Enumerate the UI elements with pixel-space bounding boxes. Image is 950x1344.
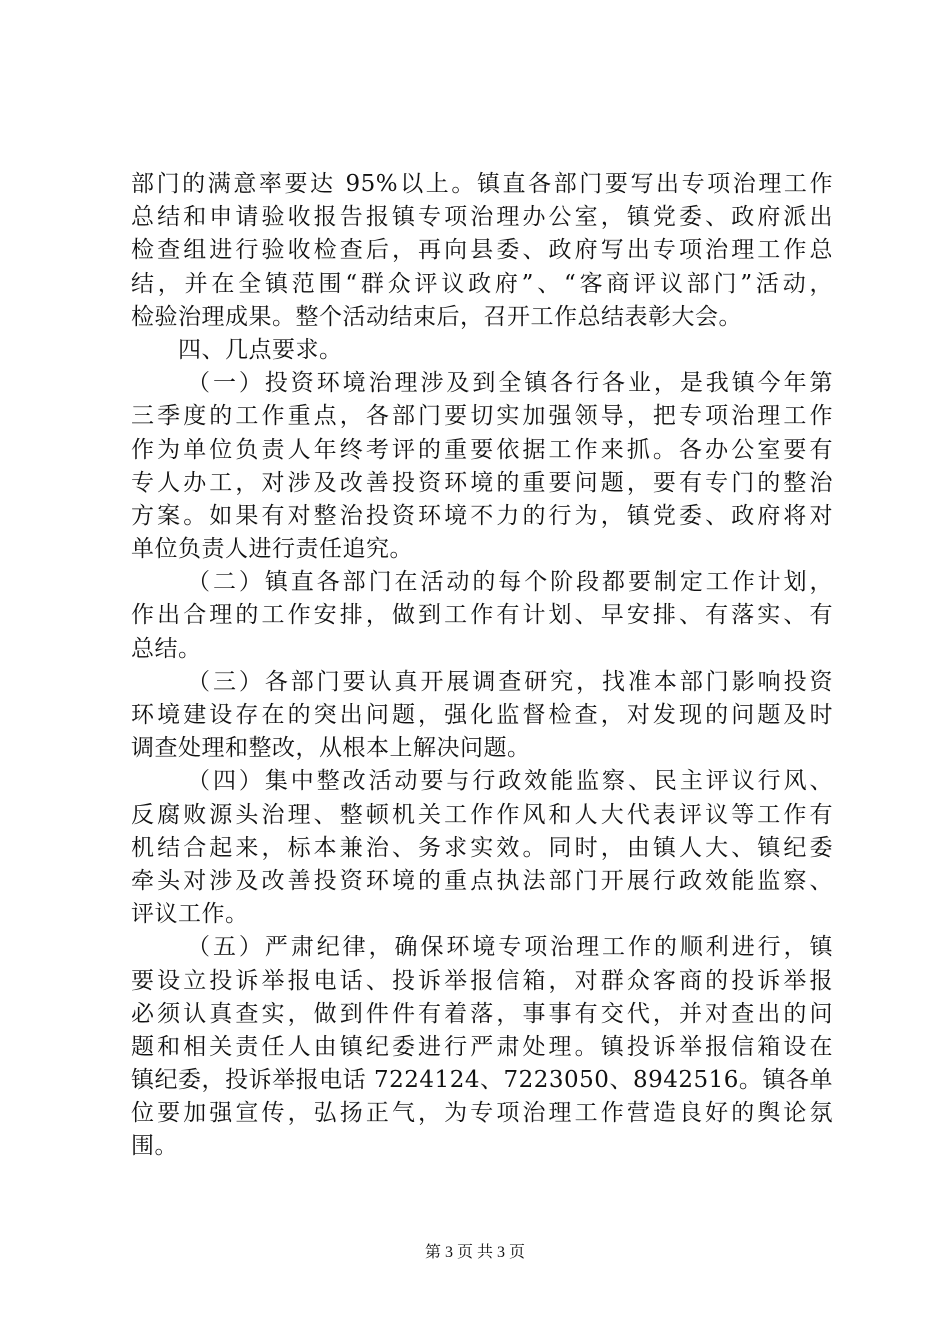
text-line: 反腐败源头治理、整顿机关工作作风和人大代表评议等工作有 bbox=[131, 801, 833, 828]
text-line: （四）集中整改活动要与行政效能监察、民主评议行风、 bbox=[187, 768, 833, 795]
text-line: 检验治理成果。整个活动结束后，召开工作总结表彰大会。 bbox=[131, 303, 742, 330]
text-line: 单位负责人进行责任追究。 bbox=[131, 536, 413, 563]
text-line: 必须认真查实，做到件件有着落，事事有交代，并对查出的问 bbox=[131, 1000, 833, 1027]
text-line: 题和相关责任人由镇纪委进行严肃处理。镇投诉举报信箱设在 bbox=[131, 1033, 833, 1060]
text-line: （一）投资环境治理涉及到全镇各行各业，是我镇今年第 bbox=[187, 370, 833, 397]
text-line: 结，并在全镇范围“群众评议政府”、“客商评议部门”活动， bbox=[131, 270, 833, 297]
text-line: 围。 bbox=[131, 1133, 178, 1160]
page-number-footer: 第 3 页 共 3 页 bbox=[424, 1244, 525, 1261]
text-line: 机结合起来，标本兼治、务求实效。同时，由镇人大、镇纪委 bbox=[131, 834, 833, 861]
text-line: （二）镇直各部门在活动的每个阶段都要制定工作计划， bbox=[187, 569, 833, 596]
text-line: 总结和申请验收报告报镇专项治理办公室，镇党委、政府派出 bbox=[131, 204, 833, 231]
document-body bbox=[131, 168, 833, 1164]
text-line: 专人办工，对涉及改善投资环境的重要问题，要有专门的整治 bbox=[131, 469, 833, 496]
text-line: 镇纪委，投诉举报电话 7224124、7223050、8942516。镇各单 bbox=[131, 1067, 833, 1094]
text-line: 要设立投诉举报电话、投诉举报信箱，对群众客商的投诉举报 bbox=[131, 967, 833, 994]
text-line: 作为单位负责人年终考评的重要依据工作来抓。各办公室要有 bbox=[131, 436, 833, 463]
text-line: （三）各部门要认真开展调查研究，找准本部门影响投资 bbox=[187, 668, 833, 695]
text-line: 方案。如果有对整治投资环境不力的行为，镇党委、政府将对 bbox=[131, 502, 833, 529]
section-heading: 四、几点要求。 bbox=[178, 336, 343, 363]
text-line: 部门的满意率要达 95%以上。镇直各部门要写出专项治理工作 bbox=[131, 171, 833, 197]
text-line: （五）严肃纪律，确保环境专项治理工作的顺利进行，镇 bbox=[187, 934, 833, 961]
text-line: 评议工作。 bbox=[131, 901, 249, 928]
text-line: 位要加强宣传，弘扬正气，为专项治理工作营造良好的舆论氛 bbox=[131, 1100, 833, 1127]
text-line: 牵头对涉及改善投资环境的重点执法部门开展行政效能监察、 bbox=[131, 867, 833, 894]
text-line: 调查处理和整改，从根本上解决问题。 bbox=[131, 735, 531, 762]
text-line: 三季度的工作重点，各部门要切实加强领导，把专项治理工作 bbox=[131, 403, 833, 430]
text-line: 环境建设存在的突出问题，强化监督检查，对发现的问题及时 bbox=[131, 702, 833, 728]
text-line: 作出合理的工作安排，做到工作有计划、早安排、有落实、有 bbox=[131, 602, 833, 629]
text-line: 总结。 bbox=[131, 635, 202, 662]
text-line: 检查组进行验收检查后，再向县委、政府写出专项治理工作总 bbox=[131, 237, 833, 264]
